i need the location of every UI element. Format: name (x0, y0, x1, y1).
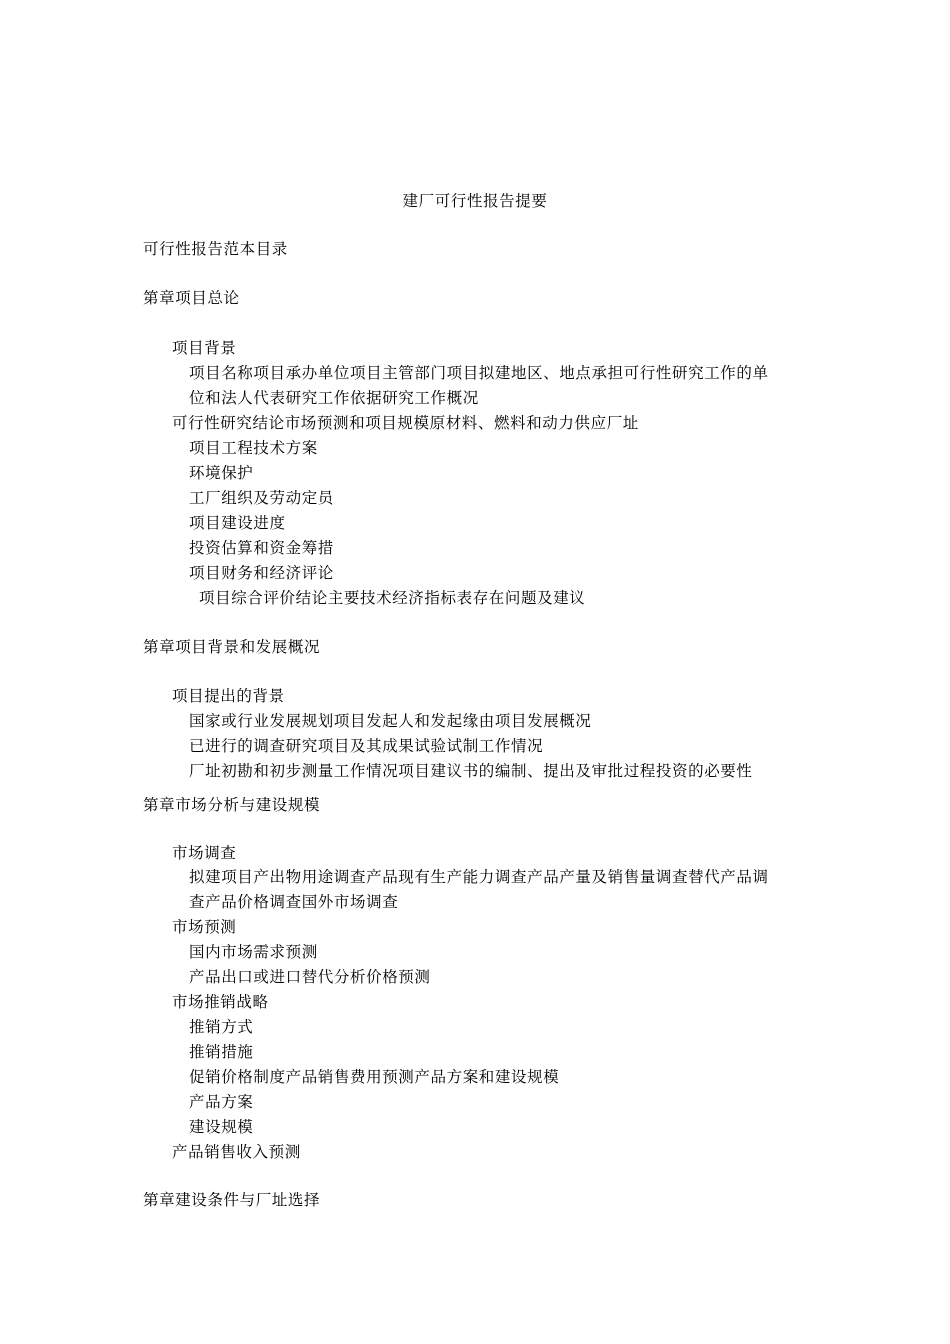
document-title: 建厂可行性报告提要 (402, 192, 548, 210)
section-heading: 项目背景 (172, 339, 237, 357)
section-heading: 产品销售收入预测 (172, 1143, 301, 1161)
section-heading: 市场调查 (172, 844, 237, 862)
toc-line: 环境保护 (189, 464, 254, 482)
toc-line: 项目财务和经济评论 (189, 564, 334, 582)
toc-line: 位和法人代表研究工作依据研究工作概况 (189, 389, 479, 407)
toc-line: 查产品价格调查国外市场调查 (189, 893, 399, 911)
toc-line: 已进行的调查研究项目及其成果试验试制工作情况 (189, 737, 544, 755)
toc-line: 产品方案 (189, 1093, 254, 1111)
toc-line: 项目综合评价结论主要技术经济指标表存在问题及建议 (199, 589, 586, 607)
toc-line: 项目名称项目承办单位项目主管部门项目拟建地区、地点承担可行性研究工作的单 (189, 364, 769, 382)
section-heading: 项目提出的背景 (172, 687, 285, 705)
toc-line: 国内市场需求预测 (189, 943, 318, 961)
section-heading: 可行性研究结论市场预测和项目规模原材料、燃料和动力供应厂址 (172, 414, 639, 432)
toc-line: 投资估算和资金筹措 (189, 539, 334, 557)
toc-line: 工厂组织及劳动定员 (189, 489, 334, 507)
toc-line: 促销价格制度产品销售费用预测产品方案和建设规模 (189, 1068, 560, 1086)
toc-line: 国家或行业发展规划项目发起人和发起缘由项目发展概况 (189, 712, 592, 730)
toc-line: 拟建项目产出物用途调查产品现有生产能力调查产品产量及销售量调查替代产品调 (189, 868, 769, 886)
chapter-heading: 第章项目背景和发展概况 (143, 638, 321, 656)
chapter-heading: 第章项目总论 (143, 289, 240, 307)
toc-line: 建设规模 (189, 1118, 254, 1136)
toc-line: 产品出口或进口替代分析价格预测 (189, 968, 431, 986)
toc-line: 项目工程技术方案 (189, 439, 318, 457)
section-heading: 市场预测 (172, 918, 237, 936)
chapter-heading: 第章市场分析与建设规模 (143, 796, 321, 814)
toc-line: 项目建设进度 (189, 514, 286, 532)
chapter-heading: 第章建设条件与厂址选择 (143, 1191, 321, 1209)
toc-line: 推销措施 (189, 1043, 254, 1061)
section-heading: 市场推销战略 (172, 993, 269, 1011)
toc-line: 厂址初勘和初步测量工作情况项目建议书的编制、提出及审批过程投资的必要性 (189, 762, 753, 780)
toc-line: 推销方式 (189, 1018, 254, 1036)
toc-heading: 可行性报告范本目录 (143, 240, 288, 258)
